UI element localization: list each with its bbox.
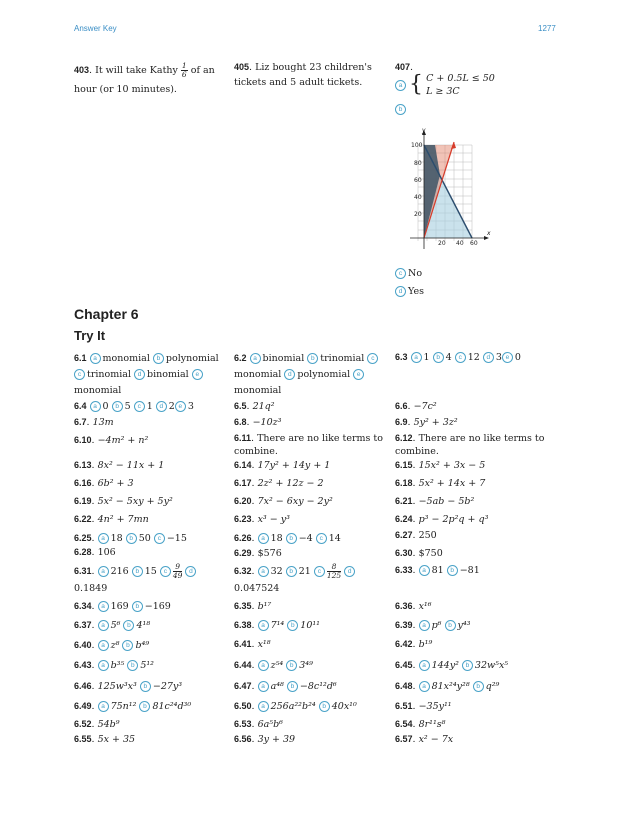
choice-label-a-icon: a xyxy=(98,660,109,671)
answer-407-d: d Yes xyxy=(395,284,424,299)
answer-6-11: 6.11. There are no like terms to combine. xyxy=(234,433,383,457)
answer-6-19: 6.19. 5x² − 5xy + 5y² xyxy=(74,496,173,507)
answer-6-9: 6.9. 5y² + 3z² xyxy=(395,417,458,428)
answer-6-16: 6.16. 6b² + 3 xyxy=(74,478,134,489)
answer-6-18: 6.18. 5x² + 14x + 7 xyxy=(395,478,486,489)
answer-6-55: 6.55. 5x + 35 xyxy=(74,734,136,745)
choice-label-a-icon: a xyxy=(419,660,430,671)
answer-6-54: 6.54. 8r¹¹s⁸ xyxy=(395,719,446,730)
choice-label-b-icon: b xyxy=(132,566,143,577)
y-axis-label: y xyxy=(422,127,426,134)
answer-6-10: 6.10. −4m² + n² xyxy=(74,435,149,446)
y-tick: 20 xyxy=(414,211,422,218)
choice-label-b-icon: b xyxy=(122,640,133,651)
answer-6-44: 6.44. a z⁵⁴ b 3⁴⁹ xyxy=(234,660,313,671)
page-number: 1277 xyxy=(538,24,556,33)
choice-label-b-icon: b xyxy=(433,352,444,363)
choice-label-b-icon: b xyxy=(287,620,298,631)
choice-label-b-icon: b xyxy=(445,620,456,631)
answer-6-35: 6.35. b¹⁷ xyxy=(234,601,272,612)
choice-label-c-icon: c xyxy=(455,352,466,363)
answer-6-7: 6.7. 13m xyxy=(74,417,114,428)
answer-6-3: 6.3 a 1 b 4 c 12 d 3 e 0 xyxy=(395,352,521,363)
running-header-left: Answer Key xyxy=(74,24,117,33)
answer-6-50: 6.50. a 256a²²b²⁴ b 40x¹⁰ xyxy=(234,701,357,712)
choice-label-b-icon: b xyxy=(319,701,330,712)
fraction: $\frac{1}{6}$ xyxy=(181,61,187,79)
y-tick: 100 xyxy=(411,142,423,149)
choice-label-b-icon: b xyxy=(286,566,297,577)
answer-6-20: 6.20. 7x² − 6xy − 2y² xyxy=(234,496,333,507)
choice-label-e-icon: e xyxy=(175,401,186,412)
choice-label-d-icon: d xyxy=(284,369,295,380)
label-c-icon: c xyxy=(395,268,406,279)
y-tick: 40 xyxy=(414,194,422,201)
answer-6-17: 6.17. 2z² + 12z − 2 xyxy=(234,478,324,489)
choice-label-a-icon: a xyxy=(258,660,269,671)
choice-label-c-icon: c xyxy=(314,566,325,577)
answer-6-1: 6.1 a monomial b polynomial c trinomial d binomial emonomial xyxy=(74,353,219,396)
choice-label-b-icon: b xyxy=(462,660,473,671)
choice-label-a-icon: a xyxy=(90,401,101,412)
answer-6-21: 6.21. −5ab − 5b² xyxy=(395,496,475,507)
choice-label-e-icon: e xyxy=(192,369,203,380)
choice-label-a-icon: a xyxy=(90,353,101,364)
answer-6-57: 6.57. x² − 7x xyxy=(395,734,454,745)
x-axis-label: x xyxy=(487,230,491,237)
choice-label-b-icon: b xyxy=(447,565,458,576)
answer-407-b xyxy=(395,102,408,117)
choice-label-a-icon: a xyxy=(258,566,269,577)
answer-6-53: 6.53. 6a⁵b⁶ xyxy=(234,719,283,730)
choice-label-a-icon: a xyxy=(98,620,109,631)
choice-label-b-icon: b xyxy=(127,660,138,671)
answer-6-32-d: 0.047524 xyxy=(234,583,280,594)
answer-6-31: 6.31. a 216 b 15 c $\frac{9}{49}$ d xyxy=(74,563,198,580)
choice-label-b-icon: b xyxy=(287,681,298,692)
answer-6-15: 6.15. 15x² + 3x − 5 xyxy=(395,460,486,471)
section-heading: Try It xyxy=(74,328,106,343)
label-d-icon: d xyxy=(395,286,406,297)
answer-6-42: 6.42. b¹⁹ xyxy=(395,639,433,650)
answer-6-29: 6.29. $576 xyxy=(234,548,282,559)
answer-407-a: a { C + 0.5L ≤ 50 L ≥ 3C xyxy=(395,72,495,98)
answer-6-4: 6.4 a 0 b 5 c 1 d 2 e 3 xyxy=(74,401,194,412)
choice-label-a-icon: a xyxy=(98,601,109,612)
choice-label-b-icon: b xyxy=(473,681,484,692)
choice-label-b-icon: b xyxy=(132,601,143,612)
choice-label-c-icon: c xyxy=(316,533,327,544)
answer-6-47: 6.47. a a⁴⁸ b −8c¹²d⁶ xyxy=(234,681,337,692)
choice-label-c-icon: c xyxy=(367,353,378,364)
inequality-1: C + 0.5L ≤ 50 xyxy=(426,73,495,84)
choice-label-e-icon: e xyxy=(502,352,513,363)
inequality-graph xyxy=(400,125,495,255)
choice-label-d-icon: d xyxy=(134,369,145,380)
choice-label-b-icon: b xyxy=(112,401,123,412)
answer-6-27: 6.27. 250 xyxy=(395,530,437,541)
choice-label-a-icon: a xyxy=(419,681,430,692)
choice-label-a-icon: a xyxy=(258,701,269,712)
choice-label-a-icon: a xyxy=(258,533,269,544)
answer-6-33: 6.33. a 81 b −81 xyxy=(395,565,480,576)
answer-403-cont: hour (or 10 minutes). xyxy=(74,84,177,95)
answer-6-46: 6.46. 125w³x³ b −27y³ xyxy=(74,681,183,692)
answer-6-6: 6.6. −7c² xyxy=(395,401,437,412)
choice-label-a-icon: a xyxy=(258,620,269,631)
answer-6-12: 6.12. There are no like terms to combine. xyxy=(395,433,545,457)
answer-6-25: 6.25. a 18 b 50 c −15 xyxy=(74,533,187,544)
choice-label-d-icon: d xyxy=(483,352,494,363)
inequality-2: L ≥ 3C xyxy=(426,86,460,97)
answer-6-36: 6.36. x¹⁶ xyxy=(395,601,432,612)
x-tick: 40 xyxy=(456,240,464,247)
answer-6-31-d: 0.1849 xyxy=(74,583,108,594)
answer-6-28: 6.28. 106 xyxy=(74,547,116,558)
answer-6-32: 6.32. a 32 b 21 c $\frac{8}{125}$ d xyxy=(234,563,357,580)
choice-label-b-icon: b xyxy=(126,533,137,544)
answer-6-34: 6.34. a 169 b −169 xyxy=(74,601,171,612)
answer-6-45: 6.45. a 144y² b 32w⁵x⁵ xyxy=(395,660,509,671)
answer-6-49: 6.49. a 75n¹² b 81c²⁴d³⁰ xyxy=(74,701,192,712)
answer-6-14: 6.14. 17y² + 14y + 1 xyxy=(234,460,331,471)
choice-label-e-icon: e xyxy=(353,369,364,380)
answer-6-13: 6.13. 8x² − 11x + 1 xyxy=(74,460,165,471)
label-b-icon: b xyxy=(395,104,406,115)
choice-label-b-icon: b xyxy=(307,353,318,364)
choice-label-a-icon: a xyxy=(98,701,109,712)
answer-6-40: 6.40. a z⁸ b b⁴⁹ xyxy=(74,640,150,651)
answer-6-37: 6.37. a 5⁶ b 4¹⁸ xyxy=(74,620,151,631)
choice-label-c-icon: c xyxy=(154,533,165,544)
chapter-heading: Chapter 6 xyxy=(74,306,139,322)
answer-6-2: 6.2 a binomial b trinomial cmonomial d polynomial emonomial xyxy=(234,350,384,399)
answer-6-52: 6.52. 54b⁹ xyxy=(74,719,120,730)
x-tick: 60 xyxy=(470,240,478,247)
y-tick: 80 xyxy=(414,160,422,167)
answer-6-48: 6.48. a 81x²⁴y²⁸ b q²⁹ xyxy=(395,681,500,692)
answer-6-26: 6.26. a 18 b −4 c 14 xyxy=(234,533,341,544)
choice-label-d-icon: d xyxy=(185,566,196,577)
answer-6-23: 6.23. x³ − y³ xyxy=(234,514,290,525)
choice-label-c-icon: c xyxy=(160,566,171,577)
choice-label-c-icon: c xyxy=(134,401,145,412)
choice-label-a-icon: a xyxy=(258,681,269,692)
choice-label-d-icon: d xyxy=(156,401,167,412)
answer-6-38: 6.38. a 7¹⁴ b 10¹¹ xyxy=(234,620,320,631)
choice-label-a-icon: a xyxy=(98,640,109,651)
answer-405: 405. Liz bought 23 children's tickets and 5 adult tickets. xyxy=(234,62,372,88)
label-a-icon: a xyxy=(395,80,406,91)
choice-label-b-icon: b xyxy=(123,620,134,631)
answer-6-51: 6.51. −35y¹¹ xyxy=(395,701,452,712)
answer-6-30: 6.30. $750 xyxy=(395,548,443,559)
answer-6-8: 6.8. −10z³ xyxy=(234,417,282,428)
choice-label-b-icon: b xyxy=(139,701,150,712)
choice-label-a-icon: a xyxy=(411,352,422,363)
choice-label-b-icon: b xyxy=(153,353,164,364)
choice-label-b-icon: b xyxy=(286,533,297,544)
choice-label-a-icon: a xyxy=(419,565,430,576)
choice-label-a-icon: a xyxy=(98,566,109,577)
y-tick: 60 xyxy=(414,177,422,184)
answer-6-22: 6.22. 4n² + 7mn xyxy=(74,514,149,525)
answer-6-43: 6.43. a b³⁵ b 5¹² xyxy=(74,660,154,671)
x-tick: 20 xyxy=(438,240,446,247)
choice-label-b-icon: b xyxy=(286,660,297,671)
choice-label-a-icon: a xyxy=(98,533,109,544)
answer-403: 403. It will take Kathy $\frac{1}{6}$ of an xyxy=(74,61,215,79)
answer-6-24: 6.24. p³ − 2p²q + q³ xyxy=(395,514,489,525)
answer-6-56: 6.56. 3y + 39 xyxy=(234,734,296,745)
choice-label-a-icon: a xyxy=(419,620,430,631)
choice-label-c-icon: c xyxy=(74,369,85,380)
answer-407-num: 407. xyxy=(395,62,414,73)
choice-label-b-icon: b xyxy=(140,681,151,692)
choice-label-d-icon: d xyxy=(344,566,355,577)
choice-label-a-icon: a xyxy=(250,353,261,364)
answer-6-41: 6.41. x¹⁸ xyxy=(234,639,271,650)
answer-6-39: 6.39. a p⁶ b y⁴³ xyxy=(395,620,471,631)
answer-407-c: c No xyxy=(395,266,422,281)
answer-6-5: 6.5. 21q² xyxy=(234,401,275,412)
